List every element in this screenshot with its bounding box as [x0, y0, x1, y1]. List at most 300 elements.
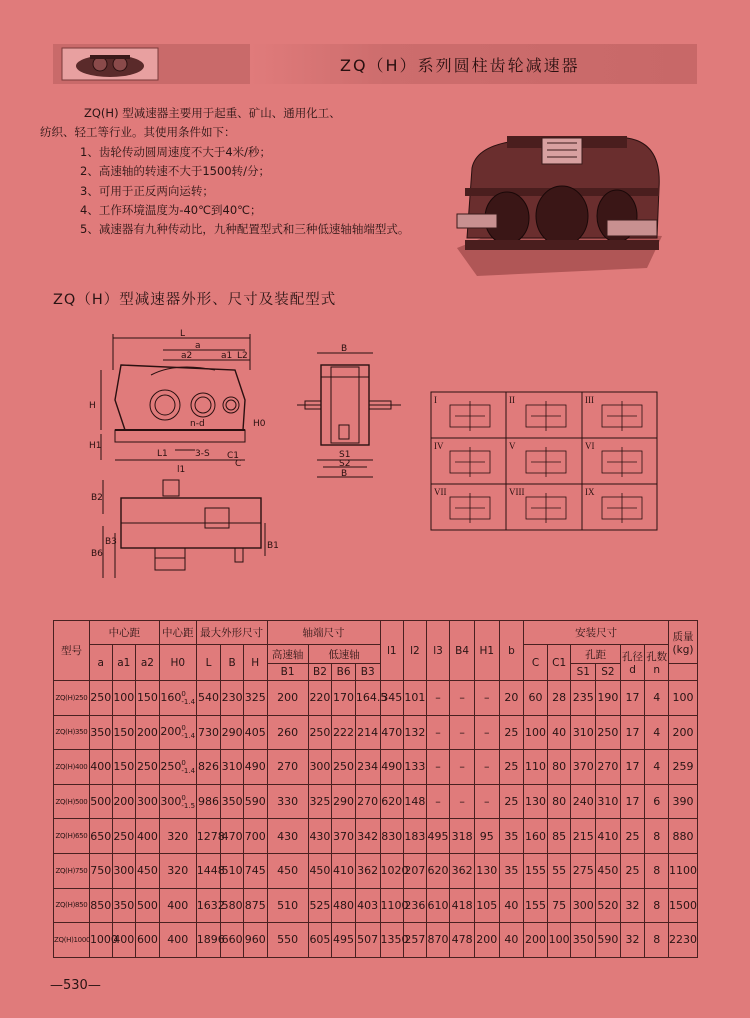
table-cell — [159, 715, 196, 750]
spec-table-body — [54, 681, 698, 958]
table-cell: 35 — [499, 853, 524, 888]
dim-a-label: a — [195, 341, 201, 351]
th-a1: a1 — [112, 645, 136, 681]
table-cell: 132 — [404, 715, 427, 750]
tolerance-lower: -1.4 — [181, 766, 196, 775]
table-cell: 234 — [355, 750, 380, 785]
h0-tolerance — [181, 724, 195, 740]
front-view-drawing — [85, 330, 280, 480]
dim-L2-label: L2 — [237, 351, 248, 361]
table-cell: 236 — [404, 888, 427, 923]
table-cell: 507 — [355, 923, 380, 958]
th-hole-n-text: 孔数 — [646, 651, 668, 663]
th-l3: l3 — [426, 621, 450, 681]
table-cell: 430 — [267, 819, 308, 854]
layout-label: IX — [585, 487, 595, 497]
th-B2: B2 — [308, 664, 332, 681]
table-cell: 35 — [499, 819, 524, 854]
table-cell: 520 — [596, 888, 621, 923]
table-cell: 150 — [112, 715, 136, 750]
table-cell: 525 — [308, 888, 332, 923]
tolerance-upper: 0 — [181, 793, 186, 802]
table-cell: 650 — [89, 819, 112, 854]
table-cell: 490 — [380, 750, 404, 785]
table-cell: 450 — [308, 853, 332, 888]
layout-label: IV — [434, 441, 444, 451]
table-cell: 8 — [645, 888, 669, 923]
table-cell: – — [474, 715, 499, 750]
table-cell: 100 — [524, 715, 548, 750]
layout-label: VII — [434, 487, 447, 497]
tolerance-lower: -1.4 — [181, 697, 196, 706]
th-C1: C1 — [547, 645, 571, 681]
gearbox-logo-icon — [60, 46, 160, 82]
intro-lead: ZQ(H) 型减速器主要用于起重、矿山、通用化工、 — [84, 106, 341, 120]
table-cell: 590 — [243, 784, 267, 819]
table-cell: 700 — [243, 819, 267, 854]
th-shaft: 轴端尺寸 — [267, 621, 380, 645]
tolerance-upper: 0 — [181, 758, 186, 767]
table-cell: 85 — [547, 819, 571, 854]
table-cell: 540 — [196, 681, 221, 716]
table-cell: 32 — [620, 888, 645, 923]
table-cell: 25 — [499, 715, 524, 750]
table-cell: 1896 — [196, 923, 221, 958]
table-cell-model: ZQ(H)250 — [54, 681, 90, 716]
table-cell: 362 — [355, 853, 380, 888]
table-cell: 330 — [267, 784, 308, 819]
table-cell: 310 — [571, 715, 596, 750]
th-hole-d-text: 孔径 — [622, 651, 644, 663]
table-cell: 410 — [332, 853, 356, 888]
table-cell — [159, 681, 196, 716]
th-mass-unit: (kg) — [672, 643, 694, 656]
table-row — [54, 923, 698, 958]
table-cell: – — [426, 715, 450, 750]
table-cell: 290 — [332, 784, 356, 819]
table-cell: 310 — [596, 784, 621, 819]
th-H0: H0 — [159, 645, 196, 681]
table-cell: 350 — [571, 923, 596, 958]
th-S1: S1 — [571, 664, 596, 681]
dim-B3-label: B3 — [105, 537, 117, 547]
table-cell: 2230 — [669, 923, 698, 958]
table-cell: 490 — [243, 750, 267, 785]
table-cell: 405 — [243, 715, 267, 750]
table-cell: 400 — [112, 923, 136, 958]
table-cell: 826 — [196, 750, 221, 785]
condition-item: 1、齿轮传动圆周速度不大于4米/秒； — [80, 144, 272, 159]
table-cell: 25 — [499, 784, 524, 819]
table-cell: 4 — [645, 681, 669, 716]
table-cell: 370 — [332, 819, 356, 854]
table-cell: – — [426, 750, 450, 785]
dim-B1-label: B1 — [267, 541, 279, 551]
th-center: 中心距 — [89, 621, 159, 645]
table-cell: 148 — [404, 784, 427, 819]
table-cell: 290 — [221, 715, 244, 750]
th-B4: B4 — [450, 621, 475, 681]
th-model: 型号 — [54, 621, 90, 681]
table-cell: 257 — [404, 923, 427, 958]
table-cell: 200 — [136, 715, 160, 750]
table-cell: 100 — [112, 681, 136, 716]
dim-L1-label: L1 — [157, 449, 168, 459]
intro-text — [40, 104, 430, 240]
table-cell: 880 — [669, 819, 698, 854]
table-cell: 250 — [596, 715, 621, 750]
table-cell-model: ZQ(H)850 — [54, 888, 90, 923]
table-cell: 400 — [89, 750, 112, 785]
th-S2: S2 — [596, 664, 621, 681]
table-cell: 235 — [571, 681, 596, 716]
table-cell: 220 — [308, 681, 332, 716]
table-cell: 470 — [221, 819, 244, 854]
table-cell: 183 — [404, 819, 427, 854]
table-cell: 986 — [196, 784, 221, 819]
tolerance-lower: -1.5 — [181, 801, 196, 810]
dim-H-label: H — [89, 401, 96, 411]
th-H1: H1 — [474, 621, 499, 681]
table-cell: 470 — [380, 715, 404, 750]
table-cell: 17 — [620, 715, 645, 750]
th-a2: a2 — [136, 645, 160, 681]
h0-value: 200 — [160, 725, 182, 739]
table-cell: – — [474, 681, 499, 716]
th-B3: B3 — [355, 664, 380, 681]
th-B6: B6 — [332, 664, 356, 681]
dim-a2-label: a2 — [181, 351, 193, 361]
layout-label: II — [509, 395, 515, 405]
table-cell-model: ZQ(H)1000 — [54, 923, 90, 958]
table-cell: 362 — [450, 853, 475, 888]
table-cell: 270 — [596, 750, 621, 785]
table-cell: – — [450, 750, 475, 785]
table-cell: – — [474, 784, 499, 819]
table-cell: 17 — [620, 784, 645, 819]
table-cell — [159, 784, 196, 819]
table-cell: 345 — [380, 681, 404, 716]
page-title: ZQ（H）系列圆柱齿轮减速器 — [340, 56, 580, 75]
table-cell-model: ZQ(H)350 — [54, 715, 90, 750]
table-cell: 830 — [380, 819, 404, 854]
table-cell: 300 — [112, 853, 136, 888]
table-cell: 100 — [547, 923, 571, 958]
th-hole-d — [620, 645, 645, 681]
th-H: H — [243, 645, 267, 681]
table-cell: 850 — [89, 888, 112, 923]
table-cell: 40 — [499, 923, 524, 958]
table-cell: 110 — [524, 750, 548, 785]
table-row — [54, 888, 698, 923]
table-cell: 214 — [355, 715, 380, 750]
table-cell: 300 — [308, 750, 332, 785]
table-cell: 130 — [524, 784, 548, 819]
table-cell: 207 — [404, 853, 427, 888]
table-cell: 1100 — [669, 853, 698, 888]
th-high: 高速轴 — [267, 645, 308, 664]
table-cell: – — [450, 784, 475, 819]
dim-C-label: C — [235, 459, 242, 469]
table-cell: 101 — [404, 681, 427, 716]
tolerance-lower: -1.4 — [181, 732, 196, 741]
table-cell: 105 — [474, 888, 499, 923]
assembly-layouts-grid — [430, 391, 658, 531]
table-cell: 318 — [450, 819, 475, 854]
table-row — [54, 715, 698, 750]
table-cell: 400 — [159, 888, 196, 923]
condition-item: 3、可用于正反两向运转； — [80, 183, 214, 198]
table-cell: 28 — [547, 681, 571, 716]
h0-value: 250 — [160, 759, 182, 773]
table-cell: 80 — [547, 784, 571, 819]
page-number: —530— — [50, 978, 101, 993]
table-cell: 1100 — [380, 888, 404, 923]
table-cell: 250 — [308, 715, 332, 750]
th-l1: l1 — [380, 621, 404, 681]
table-cell: 660 — [221, 923, 244, 958]
th-hole-dist: 孔距 — [571, 645, 620, 664]
table-cell: 170 — [332, 681, 356, 716]
h0-value: 160 — [160, 690, 182, 704]
h0-value: 300 — [160, 794, 182, 808]
table-cell: 1448 — [196, 853, 221, 888]
th-B: B — [221, 645, 244, 681]
table-cell: 250 — [112, 819, 136, 854]
dim-l1-label: l1 — [177, 465, 186, 475]
table-cell: 350 — [221, 784, 244, 819]
condition-item: 4、工作环境温度为-40℃到40℃； — [80, 203, 262, 218]
table-cell: 500 — [136, 888, 160, 923]
table-cell: 270 — [267, 750, 308, 785]
table-cell: 200 — [669, 715, 698, 750]
table-cell: 350 — [112, 888, 136, 923]
dim-B6-label: B6 — [91, 549, 103, 559]
table-cell: 17 — [620, 681, 645, 716]
table-cell — [159, 750, 196, 785]
th-a: a — [89, 645, 112, 681]
table-cell-model: ZQ(H)650 — [54, 819, 90, 854]
table-cell: 390 — [669, 784, 698, 819]
table-cell: 300 — [571, 888, 596, 923]
table-cell: 610 — [426, 888, 450, 923]
table-cell: 1020 — [380, 853, 404, 888]
th-low: 低速轴 — [308, 645, 380, 664]
table-cell: 60 — [524, 681, 548, 716]
table-cell: 230 — [221, 681, 244, 716]
table-cell: 250 — [89, 681, 112, 716]
table-cell: 75 — [547, 888, 571, 923]
side-view-drawing — [295, 345, 405, 485]
h0-tolerance — [181, 690, 195, 706]
th-hole-n-sym: n — [653, 664, 661, 676]
th-L: L — [196, 645, 221, 681]
table-cell: 745 — [243, 853, 267, 888]
table-cell: 450 — [136, 853, 160, 888]
table-cell: 4 — [645, 750, 669, 785]
dim-nd-label: n-d — [190, 419, 205, 429]
table-cell: – — [474, 750, 499, 785]
table-cell: 240 — [571, 784, 596, 819]
top-view-drawing — [85, 478, 280, 588]
table-cell: 160 — [524, 819, 548, 854]
h0-tolerance — [181, 759, 195, 775]
dim-B-bottom-label: B — [341, 469, 348, 479]
th-mass-text: 质量 — [672, 630, 694, 643]
table-cell: 1632 — [196, 888, 221, 923]
tolerance-upper: 0 — [181, 724, 186, 733]
table-cell: 605 — [308, 923, 332, 958]
dim-H0-label: H0 — [253, 419, 266, 429]
table-cell: 430 — [308, 819, 332, 854]
table-cell: 450 — [596, 853, 621, 888]
table-cell: 500 — [89, 784, 112, 819]
table-row — [54, 784, 698, 819]
table-cell: 130 — [474, 853, 499, 888]
table-cell: 17 — [620, 750, 645, 785]
table-cell: 40 — [547, 715, 571, 750]
table-cell: 400 — [136, 819, 160, 854]
table-cell: 133 — [404, 750, 427, 785]
table-row — [54, 853, 698, 888]
table-cell: 155 — [524, 888, 548, 923]
gear-reducer-photo — [447, 128, 667, 278]
table-cell: 270 — [355, 784, 380, 819]
layout-label: V — [509, 441, 516, 451]
table-cell: 1350 — [380, 923, 404, 958]
table-cell: 164.5 — [355, 681, 380, 716]
table-cell: 580 — [221, 888, 244, 923]
table-cell: 150 — [112, 750, 136, 785]
table-cell: 200 — [474, 923, 499, 958]
table-cell: – — [426, 681, 450, 716]
table-cell: – — [450, 681, 475, 716]
table-cell: 40 — [499, 888, 524, 923]
table-cell: 870 — [426, 923, 450, 958]
table-cell: 32 — [620, 923, 645, 958]
table-cell: 150 — [136, 681, 160, 716]
table-cell-model: ZQ(H)400 — [54, 750, 90, 785]
th-l2: l2 — [404, 621, 427, 681]
condition-item: 2、高速轴的转速不大于1500转/分； — [80, 164, 270, 179]
layout-label: I — [434, 395, 437, 405]
intro-lead-cont: 纺织、轻工等行业。其使用条件如下： — [40, 125, 236, 140]
dim-L-label: L — [180, 329, 186, 339]
table-cell: 250 — [332, 750, 356, 785]
table-cell: 80 — [547, 750, 571, 785]
table-cell: 155 — [524, 853, 548, 888]
dim-S1-label: S1 — [339, 450, 351, 460]
dim-a1-label: a1 — [221, 351, 233, 361]
table-cell: 25 — [620, 853, 645, 888]
table-cell-model: ZQ(H)500 — [54, 784, 90, 819]
table-row — [54, 750, 698, 785]
th-mass-blank — [669, 664, 698, 681]
table-cell: 8 — [645, 853, 669, 888]
table-cell: 200 — [524, 923, 548, 958]
table-cell: 730 — [196, 715, 221, 750]
table-cell: 620 — [426, 853, 450, 888]
table-cell: 325 — [308, 784, 332, 819]
table-cell: 550 — [267, 923, 308, 958]
table-cell: 250 — [136, 750, 160, 785]
table-cell: 403 — [355, 888, 380, 923]
dim-B2-label: B2 — [91, 493, 103, 503]
table-cell: 875 — [243, 888, 267, 923]
table-cell: 410 — [596, 819, 621, 854]
table-cell: 1278 — [196, 819, 221, 854]
condition-item: 5、减速器有九种传动比，九种配置型式和三种低速轴轴端型式。 — [80, 222, 410, 237]
table-cell: 450 — [267, 853, 308, 888]
table-cell: – — [426, 784, 450, 819]
table-cell: 190 — [596, 681, 621, 716]
table-cell: 20 — [499, 681, 524, 716]
th-B1: B1 — [267, 664, 308, 681]
section-title: ZQ（H）型减速器外形、尺寸及装配型式 — [53, 292, 337, 308]
layout-label: VIII — [509, 487, 525, 497]
table-cell: 260 — [267, 715, 308, 750]
th-C: C — [524, 645, 548, 681]
table-cell: 300 — [136, 784, 160, 819]
table-cell: 320 — [159, 853, 196, 888]
table-cell: 350 — [89, 715, 112, 750]
spec-table — [53, 620, 698, 958]
table-cell: 370 — [571, 750, 596, 785]
table-cell: 222 — [332, 715, 356, 750]
table-cell: 495 — [426, 819, 450, 854]
table-cell: 478 — [450, 923, 475, 958]
table-row — [54, 681, 698, 716]
table-cell: 4 — [645, 715, 669, 750]
table-cell: 1000 — [89, 923, 112, 958]
th-b: b — [499, 621, 524, 681]
table-cell: 200 — [112, 784, 136, 819]
table-cell: 960 — [243, 923, 267, 958]
layout-label: III — [585, 395, 594, 405]
table-cell: 418 — [450, 888, 475, 923]
h0-tolerance — [181, 794, 195, 810]
table-cell: 590 — [596, 923, 621, 958]
table-cell: 95 — [474, 819, 499, 854]
table-cell: 200 — [267, 681, 308, 716]
table-cell: 55 — [547, 853, 571, 888]
table-cell: 400 — [159, 923, 196, 958]
dim-H1-label: H1 — [89, 441, 102, 451]
table-cell: 100 — [669, 681, 698, 716]
table-cell: 342 — [355, 819, 380, 854]
table-cell: 750 — [89, 853, 112, 888]
table-cell: 25 — [620, 819, 645, 854]
table-cell-model: ZQ(H)750 — [54, 853, 90, 888]
table-cell: 6 — [645, 784, 669, 819]
th-hole-d-sym: d — [629, 664, 636, 676]
th-outline: 最大外形尺寸 — [196, 621, 267, 645]
table-cell: 275 — [571, 853, 596, 888]
table-cell: 320 — [159, 819, 196, 854]
table-cell: 1500 — [669, 888, 698, 923]
table-cell: 310 — [221, 750, 244, 785]
th-hole-n — [645, 645, 669, 681]
th-mass — [669, 621, 698, 664]
table-cell: 325 — [243, 681, 267, 716]
table-row — [54, 819, 698, 854]
table-cell: 620 — [380, 784, 404, 819]
table-cell: 480 — [332, 888, 356, 923]
table-cell: 495 — [332, 923, 356, 958]
dim-3S-label: 3-S — [195, 449, 210, 459]
table-cell: 510 — [221, 853, 244, 888]
table-cell: 8 — [645, 923, 669, 958]
